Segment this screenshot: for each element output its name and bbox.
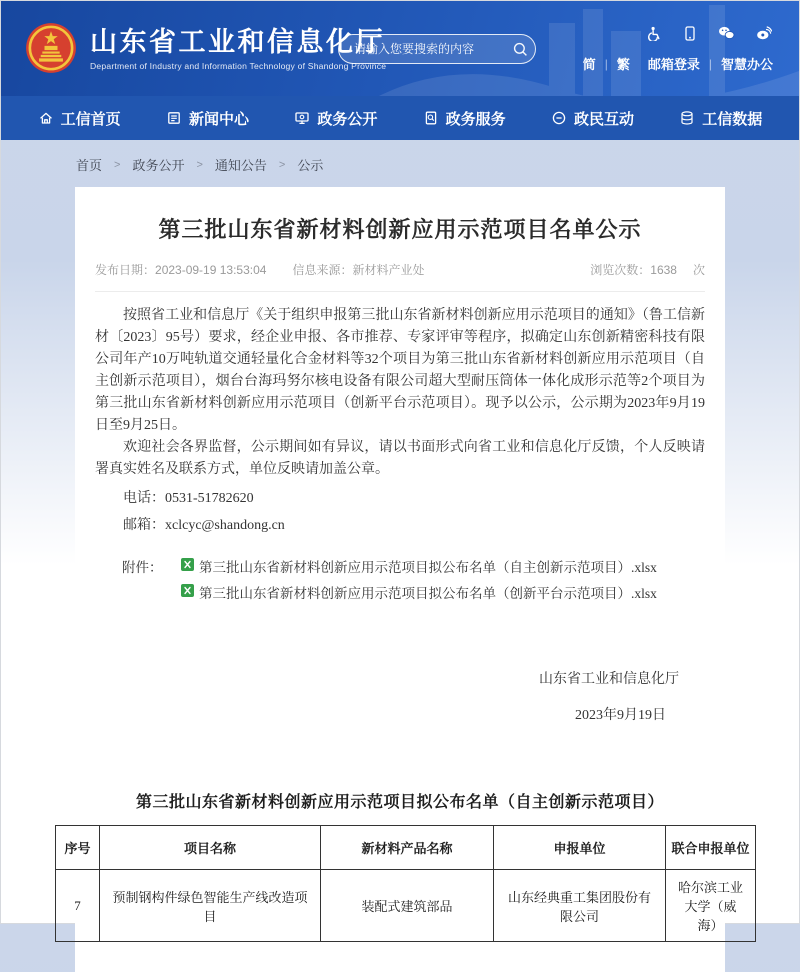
- view-count-label: 浏览次数：: [590, 263, 651, 277]
- nav-item-label: 工信数据: [702, 110, 763, 128]
- excel-file-icon: [181, 584, 194, 597]
- col-header-joint-applicant: 联合申报单位: [666, 826, 756, 870]
- table-header-row: [56, 826, 756, 870]
- wechat-icon: [718, 26, 735, 40]
- nav-item-label: 政务公开: [317, 110, 378, 128]
- cell-joint-applicant: 哈尔滨工业大学（威海）: [666, 870, 756, 942]
- paragraph: 欢迎社会各界监督，公示期间如有异议，请以书面形式向省工业和信息化厅反馈，个人反映请署真实姓名及联系方式，单位反映请加盖公章。: [95, 440, 705, 477]
- signature-date: 2023年9月19日: [575, 708, 666, 723]
- nav-item-gov-services[interactable]: [423, 108, 506, 129]
- nav-item-data[interactable]: [679, 108, 762, 129]
- attachment-name: 第三批山东省新材料创新应用示范项目拟公布名单（创新平台示范项目）.xlsx: [199, 586, 657, 601]
- link-divider: |: [604, 56, 608, 71]
- email-line: [95, 515, 705, 537]
- mobile-version-button[interactable]: [683, 26, 697, 41]
- col-header-project-name: 项目名称: [100, 826, 321, 870]
- smart-office-link[interactable]: 智慧办公: [720, 57, 773, 72]
- attachment-name: 第三批山东省新材料创新应用示范项目拟公布名单（自主创新示范项目）.xlsx: [199, 560, 657, 575]
- news-icon: [166, 110, 182, 126]
- phone-label: 电话：: [123, 491, 165, 506]
- nav-item-home[interactable]: [38, 108, 121, 129]
- mail-login-link[interactable]: 邮箱登录: [647, 57, 700, 72]
- site-header: [1, 1, 799, 96]
- nav-item-label: 政民互动: [573, 110, 634, 128]
- lang-traditional-link[interactable]: 繁: [616, 57, 630, 72]
- breadcrumb-separator: >: [196, 158, 203, 171]
- breadcrumb-separator: >: [114, 158, 121, 171]
- attachment-link[interactable]: [181, 555, 657, 581]
- article-meta: [95, 261, 705, 292]
- attachments-list: [181, 555, 657, 607]
- info-source-value: 新材料产业处: [352, 263, 425, 277]
- cell-project-name: 预制钢构件绿色智能生产线改造项目: [100, 870, 321, 942]
- monitor-icon: [294, 110, 310, 126]
- view-count-value: 1638: [650, 263, 677, 277]
- nav-item-interaction[interactable]: [551, 108, 634, 129]
- search-icon: [513, 42, 528, 57]
- nav-item-label: 工信首页: [60, 110, 121, 128]
- article-title: 第三批山东省新材料创新应用示范项目名单公示: [158, 217, 642, 242]
- accessibility-button[interactable]: [647, 26, 662, 41]
- header-utility: [583, 26, 773, 73]
- publish-date-value: 2023-09-19 13:53:04: [155, 263, 267, 277]
- table-row: [56, 870, 756, 942]
- utility-icon-row: [583, 26, 772, 41]
- breadcrumb-notices[interactable]: 通知公告: [214, 158, 267, 173]
- lang-simplified-link[interactable]: 简: [582, 57, 596, 72]
- nav-item-news[interactable]: [166, 108, 249, 129]
- col-header-index: 序号: [56, 826, 100, 870]
- info-source-label: 信息来源：: [292, 263, 353, 277]
- info-source: [292, 261, 424, 278]
- wechat-button[interactable]: [718, 26, 735, 41]
- excel-file-icon: [181, 558, 194, 571]
- breadcrumb: [76, 140, 799, 185]
- breadcrumb-separator: >: [278, 158, 286, 171]
- document-search-icon: [423, 110, 439, 126]
- cell-index: 7: [56, 870, 100, 942]
- site-subtitle: Department of Industry and Information Technology of Shandong Province: [90, 60, 387, 71]
- brand: [25, 22, 386, 74]
- database-icon: [679, 110, 695, 126]
- project-table: [55, 825, 756, 942]
- table-title: 第三批山东省新材料创新应用示范项目拟公布名单（自主创新示范项目）: [135, 794, 664, 811]
- attachment-link[interactable]: [181, 581, 657, 607]
- publish-date: [95, 261, 266, 278]
- article-body: [95, 305, 705, 727]
- attachments: [95, 555, 705, 607]
- attachments-label: 附件：: [122, 560, 163, 575]
- nav-item-gov-info[interactable]: [294, 108, 377, 129]
- accessibility-icon: [647, 26, 662, 41]
- search-button[interactable]: [513, 42, 540, 57]
- table-section: [64, 789, 750, 942]
- weibo-button[interactable]: [756, 26, 772, 41]
- weibo-icon: [756, 26, 772, 40]
- breadcrumb-home[interactable]: 首页: [76, 158, 103, 173]
- breadcrumb-current: 公示: [297, 158, 324, 173]
- phone-line: [95, 488, 705, 510]
- paragraph: 按照省工业和信息厅《关于组织申报第三批山东省新材料创新应用示范项目的通知》（鲁工信新材〔2023〕95号）要求，经企业申报、各市推荐、专家评审等程序，拟确定山东创新精密科技有限公司年产10万吨轨道交通轻量化合金材料等32个项目为第三批山东省新材料创新应用示范项目（自主创新示范项目），烟台台海玛努尔核电设备有限公司超大型耐压筒体一体化成形示范等2个项目为第三批山东省新材料创新应用示范项目（创新平台示范项目）。现予以公示，公示期为2023年9月19日至9月25日。: [95, 308, 705, 433]
- col-header-product-name: 新材料产品名称: [321, 826, 494, 870]
- interaction-icon: [551, 110, 567, 126]
- signature-org: 山东省工业和信息化厅: [539, 672, 679, 687]
- view-count-unit: 次: [692, 263, 705, 277]
- utility-link-row: [583, 54, 773, 73]
- home-icon: [38, 110, 54, 126]
- search-input[interactable]: [339, 42, 513, 56]
- mobile-icon: [683, 26, 697, 41]
- view-count: [590, 261, 705, 278]
- nav-item-label: 政务服务: [445, 110, 506, 128]
- publish-date-label: 发布日期：: [95, 263, 156, 277]
- link-divider: |: [708, 56, 712, 71]
- main-nav: [1, 96, 799, 140]
- email-value: xclcyc@shandong.cn: [165, 518, 285, 533]
- site-title: 山东省工业和信息化厅: [90, 26, 385, 57]
- cell-applicant: 山东经典重工集团股份有限公司: [494, 870, 666, 942]
- content-card: [64, 187, 750, 972]
- nav-item-label: 新闻中心: [188, 110, 249, 128]
- signature-block: [95, 669, 705, 727]
- email-label: 邮箱：: [123, 518, 165, 533]
- national-emblem-logo: [25, 22, 77, 74]
- search-box[interactable]: [338, 34, 536, 64]
- col-header-applicant: 申报单位: [494, 826, 666, 870]
- cell-product-name: 装配式建筑部品: [321, 870, 494, 942]
- breadcrumb-gov-info[interactable]: 政务公开: [132, 158, 185, 173]
- phone-value: 0531-51782620: [165, 491, 254, 506]
